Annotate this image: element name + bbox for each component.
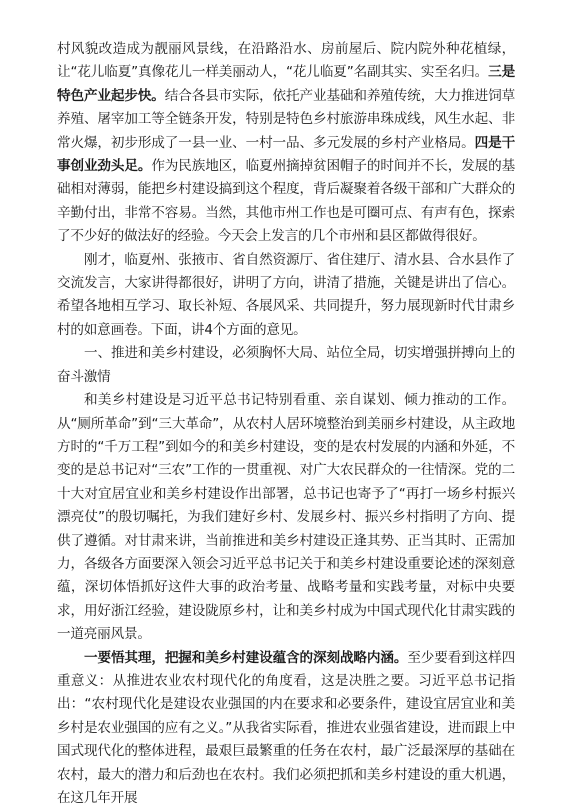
text-run: 作为民族地区，临夏州摘掉贫困帽子的时间并不长，发展的基础相对薄弱，能把乡村建设搞到这个程度，背后凝聚着各级干部和广大群众的辛勤付出，非常不容易。当然，其他市州工作也是可圈可点、有声有色，探索了不少好的做法好的经验。今天会上发言的几个市州和县区都做得很好。 <box>57 158 515 245</box>
text-run: 至少要看到这样四重意义：从推进农业农村现代化的角度看，这是决胜之要。习近平总书记指出：“农村现代化是建设农业强国的内在要求和必要条件，建设宜居宜业和美乡村是农业强国的应有之义。”从我省实际看，推进农业强省建设，进而跟上中国式现代化的整体进程，最艰巨最繁重的任务在农村，最广泛最深厚的基础在农村，最大的潜力和后劲也在农村。我们必须把抓和美乡村建设的重大机遇，在这几年开展 <box>57 649 516 806</box>
bold-heading-run: 四是干事创业劲头足。 <box>57 134 515 175</box>
text-run: 刚才，临夏州、张掖市、省自然资源厅、省住建厅、清水县、合水县作了交流发言，大家讲得都很好，讲明了方向，讲清了措施，关键是讲出了信心。希望各地相互学习、取长补短、各展风采、共同提升，努力展现新时代甘肃乡村的如意画卷。下面，讲4个方面的意见。 <box>57 251 515 338</box>
section-heading-text: 一、推进和美乡村建设，必须胸怀大局、站位全局，切实增强拼搏向上的奋斗激情 <box>57 345 515 385</box>
section-heading <box>57 342 515 389</box>
bold-heading-run: 一要悟其理，把握和美乡村建设蕴含的深刻战略内涵。 <box>84 649 408 666</box>
paragraph-4 <box>57 389 515 646</box>
text-run: 和美乡村建设是习近平总书记特别看重、亲自谋划、倾力推动的工作。从“厕所革命”到“三大革命”，从农村人居环境整治到美丽乡村建设，从主政地方时的“千万工程”到如今的和美乡村建设，变的是农村发展的内涵和外延，不变的是总书记对“三农”工作的一贯重视、对广大农民群众的一往情深。党的二十大对宜居宜业和美乡村建设作出部署，总书记也寄予了“再打一场乡村振兴漂亮仗”的殷切嘱托，为我们建好乡村、发展乡村、振兴乡村指明了方向、提供了遵循。对甘肃来讲，当前推进和美乡村建设正逢其势、正当其时、正需加力，各级各方面要深入领会习近平总书记关于和美乡村建设重要论述的深刻意蕴，深切体悟抓好这件大事的政治考量、战略考量和实践考量，对标中央要求，用好浙江经验，建设陇原乡村，让和美乡村成为中国式现代化甘肃实践的一道亮丽风景。 <box>57 392 515 643</box>
text-run: 村风貌改造成为靓丽风景线，在沿路沿水、房前屋后、院内院外种花植绿，让“花儿临夏”真像花儿一样美丽动人，“花儿临夏”名副其实、实至名归。 <box>57 41 515 81</box>
paragraph-1 <box>57 38 515 249</box>
bold-heading-run: 三是特色产业起步快。 <box>57 64 515 104</box>
text-run: 结合各县市实际，依托产业基础和养殖传统，大力推进饲草养殖、屠宰加工等全链条开发，特别是特色乡村旅游串珠成线，风生水起、非常火爆，初步形成了一县一业、一村一品、多元发展的乡村产业格局。 <box>57 87 515 151</box>
paragraph-5 <box>57 647 515 810</box>
document-page <box>57 38 515 810</box>
paragraph-2 <box>57 249 515 343</box>
